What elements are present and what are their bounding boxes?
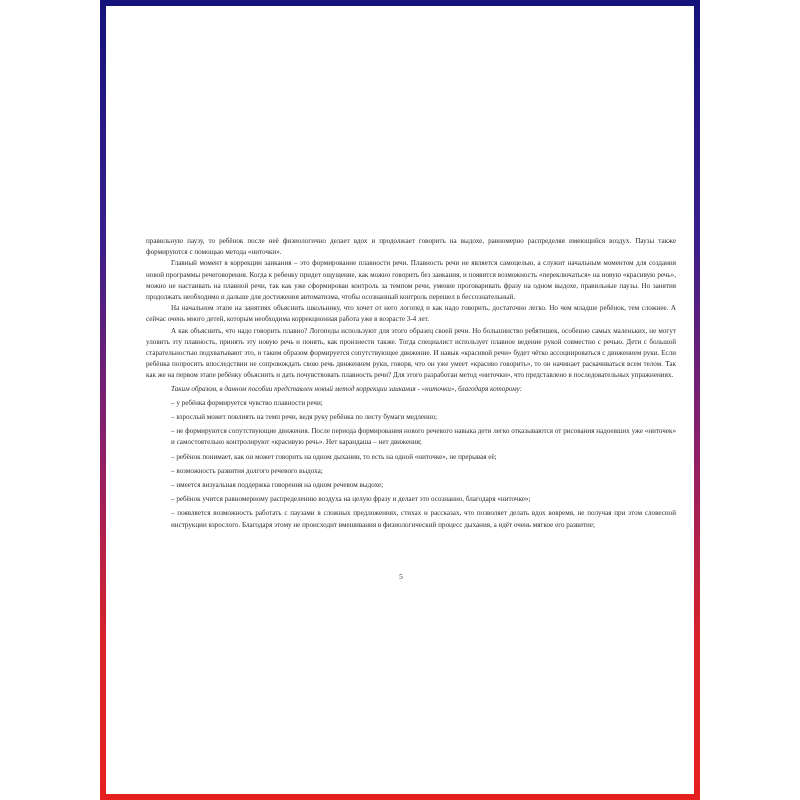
paragraph-initial-stage: На начальном этапе на занятиях объяснить школьнику, что хочет от него логопед и как надо говорить, достаточно легко. Но чем младше ребёнок, тем сложнее. А сейчас очень много детей, которым необходима коррекционная работа уже в возрасте 3-4 лет. [146,304,676,324]
paragraph-fluency: Главный момент в коррекции заикания – это формирование плавности речи. Плавность речи не является самоцелью, а служит начальным моментом для создания новой программы речеговорения. Когда к ребенку придет ощущение, как можно говорить без заикания, и появится возможность «переключаться» на новую «красивую речь», можно не настаивать на плавной речи, так как уже сформирован контроль за темпом речи, умение проговаривать фразу на одном выдохе, правильные паузы. Но занятия продолжать необходимо и дальше для достижения автоматизма, чтобы осознанный контроль перешел в бессознательный. [146,259,676,302]
list-item: – ребёнок понимает, как он может говорить на одном дыхании, то есть на одной «ниточке», не прерывая её; [171,452,497,461]
page-number: 5 [399,572,403,581]
list-item: – не формируются сопутствующие движения. После периода формирования нового речевого навыка дети легко отказываются от рисования надоевших уже «ниточек» и самостоятельно контролируют «красивую речь». Нет карандаша – нет движения; [171,427,676,447]
list-item: – взрослый может повлиять на темп речи, ведя руку ребёнка по листу бумаги медленно; [171,413,438,422]
list-item: – появляется возможность работать с паузами в сложных предложениях, стихах и рассказах, что позволяет делать вдох вовремя, не получая при этом словесной инструкции взрослого. Благодаря этому не происходит вмешивания в физиологический процесс дыхания, а идёт очень мягкое его развитие; [171,509,676,529]
list-item: – ребёнок учится равномерному распределению воздуха на целую фразу и делает это осознанно, благодаря «ниточке»; [171,495,531,504]
paragraph-thread-method: А как объяснить, что надо говорить плавно? Логопеды используют для этого образец своей речи. Но большинство ребятишек, особенно самых маленьких, не могут уловить эту плавность, принять эту новую речь и понять, как произнести также. Тогда специалист использует плавное ведение рукой совместно с речью. Дети с большой старательностью подхватывают это, и таким образом формируется сопутствующее движение. И навык «красивой речи» будет чётко ассоциироваться с движением руки. Если ребёнка попросить впоследствии не сопровождать свою речь движением руки, говоря, что он уже умеет «красиво говорить», то он начинает раскачиваться всем телом. Так как же на первом этапе ребёнку объяснить и дать почувствовать плавность речи? Для этого разработан метод «ниточки», что представлено в последовательных упражнениях. [146,326,676,380]
paragraph-continuation: правильную паузу, то ребёнок после неё физиологично делает вдох и продолжает говорить на выдохе, равномерно распределяя имеющийся воздух. Паузы также формируются с помощью метода «ниточки». [146,237,676,257]
document-body [146,236,676,531]
list-item: – у ребёнка формируется чувство плавности речи; [171,398,323,407]
list-intro: Таким образом, в данном пособии представлен новый метод коррекции заикания - «ниточки», благодаря которому: [171,384,523,393]
benefits-list [146,398,676,531]
list-item: – имеется визуальная поддержка говорения на одном речевом выдохе; [171,481,384,490]
list-item: – возможность развития долгого речевого выдоха; [171,466,323,475]
